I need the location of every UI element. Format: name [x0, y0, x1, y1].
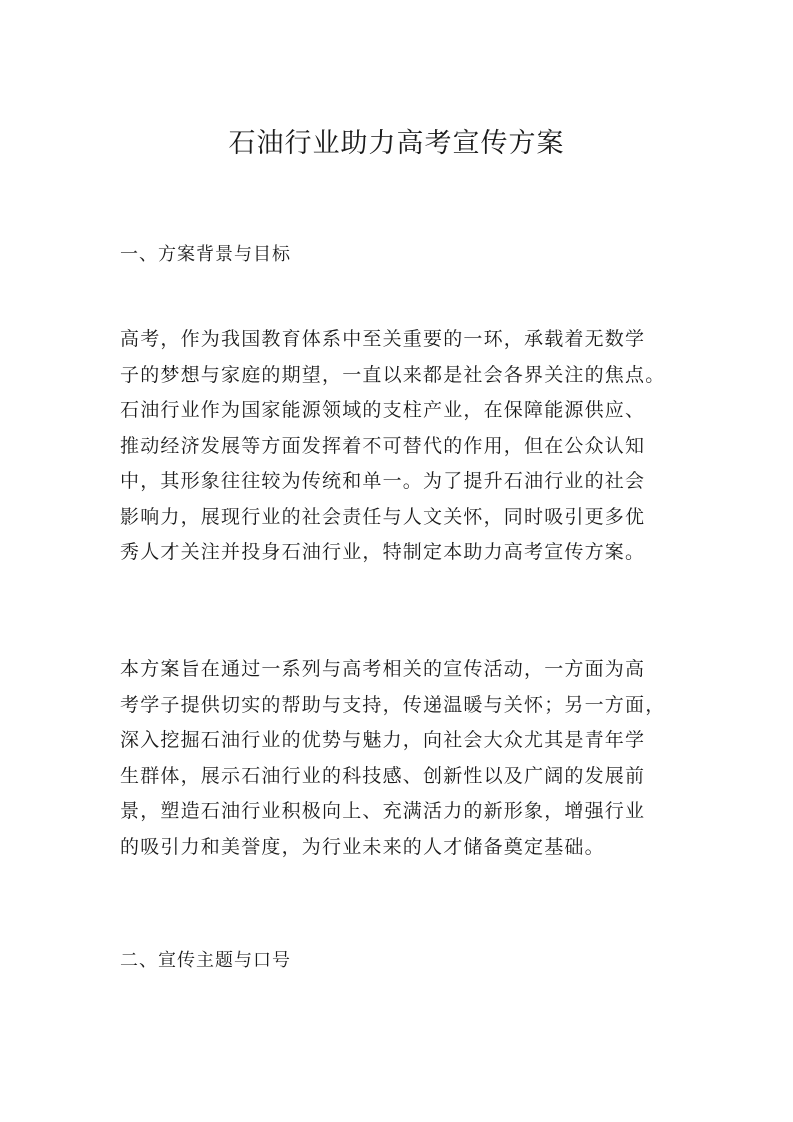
paragraph-line: 景，塑造石油行业积极向上、充满活力的新形象，增强行业	[120, 800, 646, 822]
paragraph-line: 石油行业作为国家能源领域的支柱产业，在保障能源供应、	[120, 399, 646, 421]
paragraph-objectives	[120, 652, 700, 865]
paragraph-line: 深入挖掘石油行业的优势与魅力，向社会大众尤其是青年学	[120, 729, 646, 751]
section-heading-theme: 二、宣传主题与口号	[120, 950, 291, 971]
paragraph-line: 秀人才关注并投身石油行业，特制定本助力高考宣传方案。	[120, 541, 646, 563]
paragraph-background	[120, 322, 700, 571]
paragraph-line: 高考，作为我国教育体系中至关重要的一环，承载着无数学	[120, 328, 646, 350]
section-heading-background: 一、方案背景与目标	[120, 244, 291, 265]
paragraph-line: 考学子提供切实的帮助与支持，传递温暖与关怀；另一方面，	[120, 693, 666, 716]
paragraph-line: 中，其形象往往较为传统和单一。为了提升石油行业的社会	[120, 470, 646, 492]
paragraph-line: 影响力，展现行业的社会责任与人文关怀，同时吸引更多优	[120, 505, 646, 528]
paragraph-line: 本方案旨在通过一系列与高考相关的宣传活动，一方面为高	[120, 658, 646, 680]
paragraph-line: 生群体，展示石油行业的科技感、创新性以及广阔的发展前	[120, 764, 646, 787]
paragraph-line: 推动经济发展等方面发挥着不可替代的作用，但在公众认知	[120, 434, 646, 457]
paragraph-line: 子的梦想与家庭的期望，一直以来都是社会各界关注的焦点。	[120, 363, 666, 386]
document-title: 石油行业助力高考宣传方案	[228, 128, 565, 159]
paragraph-line: 的吸引力和美誉度，为行业未来的人才储备奠定基础。	[120, 835, 605, 858]
